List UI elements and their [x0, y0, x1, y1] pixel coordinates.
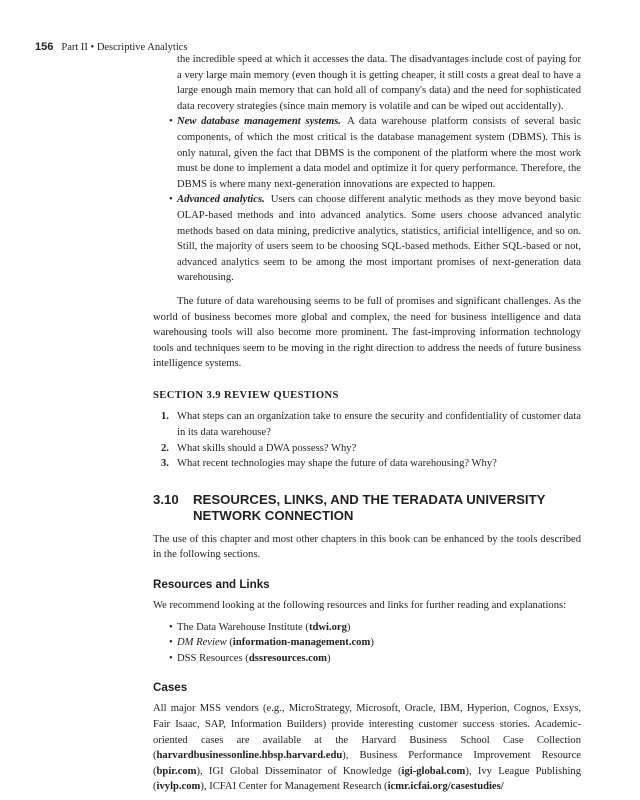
case-link[interactable]: igi-global.com [401, 765, 466, 777]
continued-bullet-text: the incredible speed at which it accesses the data. The disadvantages include cost of paying for a very large main memory (even though it is getting cheaper, it still costs a great deal to have a large enough main memory that can hold all of company's data) and the need for sophisticated data recovery strategies (since main memory is volatile and can be wiped out accidentally). [177, 54, 581, 112]
resources-heading: Resources and Links [153, 578, 270, 592]
case-link[interactable]: ivylp.com [156, 781, 201, 793]
case-link[interactable]: icmr.icfai.org/casestudies/ [387, 781, 504, 793]
review-questions-title: SECTION 3.9 REVIEW QUESTIONS [153, 389, 339, 401]
cases-paragraph: All major MSS vendors (e.g., MicroStrategy, Microsoft, Oracle, IBM, Hyperion, Cognos, Exsys, Fair Isaac, SAP, Information Builders) provide interesting customer success stories. Academic-oriented cases are available at the Harvard Business School Case Collection (harvardbusinessonline.hbsp.harvard.edu), Business Performance Improvement Resource (bpir.com), IGI Global Disseminator of Knowledge (igi-global.com), Ivy League Publishing (ivylp.com), ICFAI Center for Management Research (icmr.icfai.org/casestudies/ [153, 703, 581, 793]
bullet-new-dbms [153, 114, 581, 192]
resource-link[interactable]: information-management.com [232, 637, 371, 649]
case-link[interactable]: bpir.com [156, 765, 197, 777]
page-number: 156 [35, 41, 54, 53]
review-question: 1. What steps can an organization take to ensure the security and confidentiality of customer data in its data warehouse? [161, 411, 581, 439]
bullet-lead: Advanced analytics. [177, 194, 265, 206]
bullet-icon: • [169, 194, 173, 206]
section-intro: The use of this chapter and most other chapters in this book can be enhanced by the tools described in the following sections. [153, 533, 581, 561]
page-content [153, 52, 581, 795]
bullet-icon: • [169, 652, 173, 664]
section-title: RESOURCES, LINKS, AND THE TERADATA UNIVERSITY NETWORK CONNECTION [193, 491, 546, 523]
resource-item: • DSS Resources (dssresources.com) [153, 651, 581, 667]
cases-heading: Cases [153, 681, 188, 695]
closing-paragraph: The future of data warehousing seems to be full of promises and significant challenges. As the world of business becomes more global and complex, the need for business intelligence and data warehousing tools will also become more prominent. The fast-improving information technology tools and techniques seem to be moving in the right direction to address the needs of future business intelligence systems. [153, 295, 581, 370]
bullet-text: A data warehouse platform consists of several basic components, of which the most critical is the database management system (DBMS). This is only natural, given the fact that DBMS is the component of the platform where the most work must be done to implement a data model and optimize it for query performance. Therefore, the DBMS is where many next-generation innovations are expected to happen. [177, 116, 581, 190]
resources-intro: We recommend looking at the following resources and links for further reading and explanations: [153, 600, 567, 612]
resource-links-list [153, 620, 581, 667]
review-questions-list [153, 409, 581, 471]
resource-item: • The Data Warehouse Institute (tdwi.org) [153, 620, 581, 636]
section-number: 3.10 [153, 491, 179, 507]
bullet-advanced-analytics [153, 192, 581, 286]
section-heading-3-10 [153, 492, 581, 524]
case-link[interactable]: harvardbusinessonline.hbsp.harvard.edu [156, 750, 343, 762]
bullet-text: Users can choose different analytic methods as they move beyond basic OLAP-based methods and into advanced analytics. Some users choose advanced analytic methods based on data mining, predictive analytics, statistics, artificial intelligence, and so on. Still, the majority of users seem to be choosing SQL-based methods. Either SQL-based or not, advanced analytics seem to be among the most important promises of next-generation data warehousing. [177, 194, 581, 284]
part-title: Part II • Descriptive Analytics [61, 42, 188, 53]
bullet-icon: • [169, 637, 173, 649]
bullet-lead: New database management systems. [177, 116, 342, 128]
review-question: 2. What skills should a DWA possess? Why? [161, 442, 357, 454]
bullet-icon: • [169, 621, 173, 633]
resource-item: • DM Review (information-management.com) [153, 635, 581, 651]
resource-link[interactable]: tdwi.org [308, 621, 347, 633]
review-question: 3. What recent technologies may shape the future of data warehousing? Why? [161, 458, 497, 470]
resource-link[interactable]: dssresources.com [248, 652, 327, 664]
bullet-icon: • [169, 116, 173, 128]
